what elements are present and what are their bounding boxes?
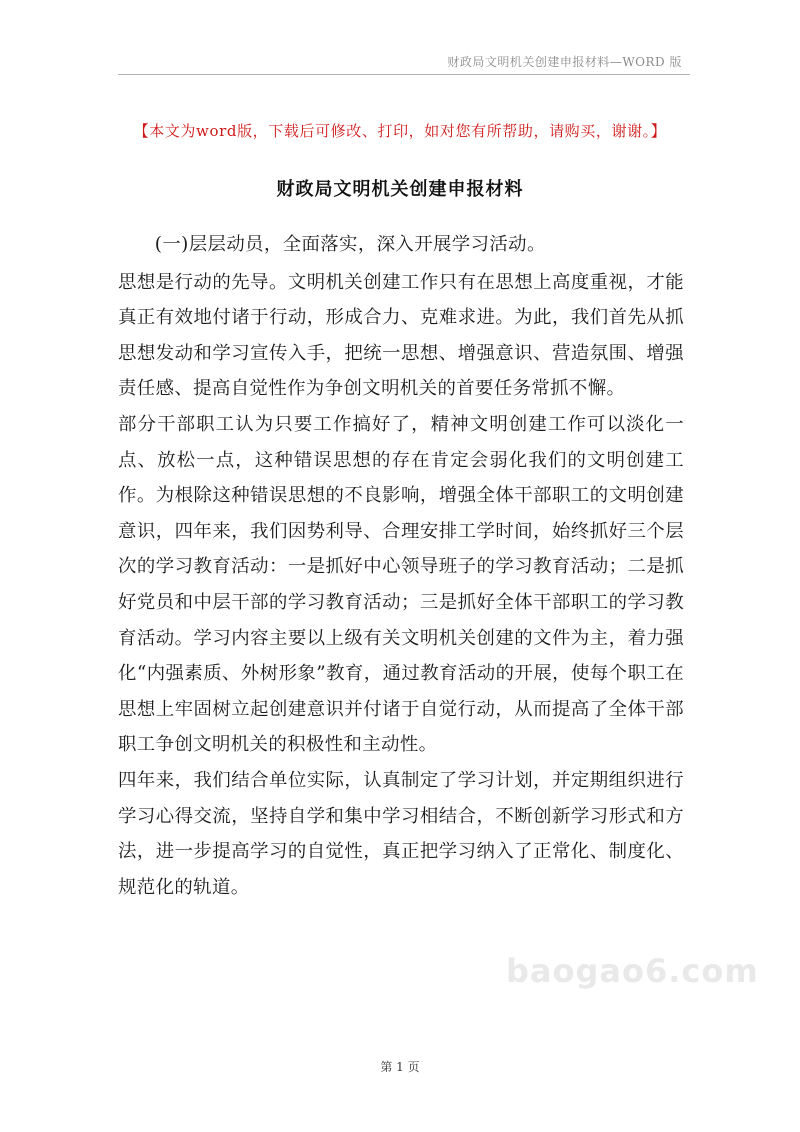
body-paragraph: 四年来，我们结合单位实际，认真制定了学习计划，并定期组织进行学习心得交流，坚持自学和集中学习相结合，不断创新学习形式和方法，进一步提高学习的自觉性，真正把学习纳入了正常化、制度化、规范化的轨道。: [118, 769, 684, 898]
header-divider: [118, 74, 690, 75]
site-watermark: baogao6.com: [506, 952, 759, 990]
body-paragraph: 部分干部职工认为只要工作搞好了，精神文明创建工作可以淡化一点、放松一点，这种错误思想的存在肯定会弱化我们的文明创建工作。为根除这种错误思想的不良影响，增强全体干部职工的文明创建意识，四年来，我们因势利导、合理安排工学时间，始终抓好三个层次的学习教育活动：一是抓好中心领导班子的学习教育活动；二是抓好党员和中层干部的学习教育活动；三是抓好全体干部职工的学习教育活动。学习内容主要以上级有关文明机关创建的文件为主，着力强化“内强素质、外树形象”教育，通过教育活动的开展，使每个职工在思想上牢固树立起创建意识并付诸于自觉行动，从而提高了全体干部职工争创文明机关的积极性和主动性。: [118, 413, 684, 756]
document-body: [118, 227, 684, 905]
body-paragraph: 思想是行动的先导。文明机关创建工作只有在思想上高度重视，才能真正有效地付诸于行动，形成合力、克难求进。为此，我们首先从抓思想发动和学习宣传入手，把统一思想、增强意识、营造氛围、增强责任感、提高自觉性作为争创文明机关的首要任务常抓不懈。: [118, 271, 684, 400]
purchase-notice: 【本文为word版，下载后可修改、打印，如对您有所帮助，请购买，谢谢。】: [133, 122, 667, 140]
document-title: 财政局文明机关创建申报材料: [276, 179, 524, 200]
running-header: 财政局文明机关创建申报材料—WORD 版: [447, 55, 682, 69]
section-heading: (一)层层动员，全面落实，深入开展学习活动。: [154, 234, 546, 255]
page-number: 第 1 页: [380, 1060, 420, 1074]
